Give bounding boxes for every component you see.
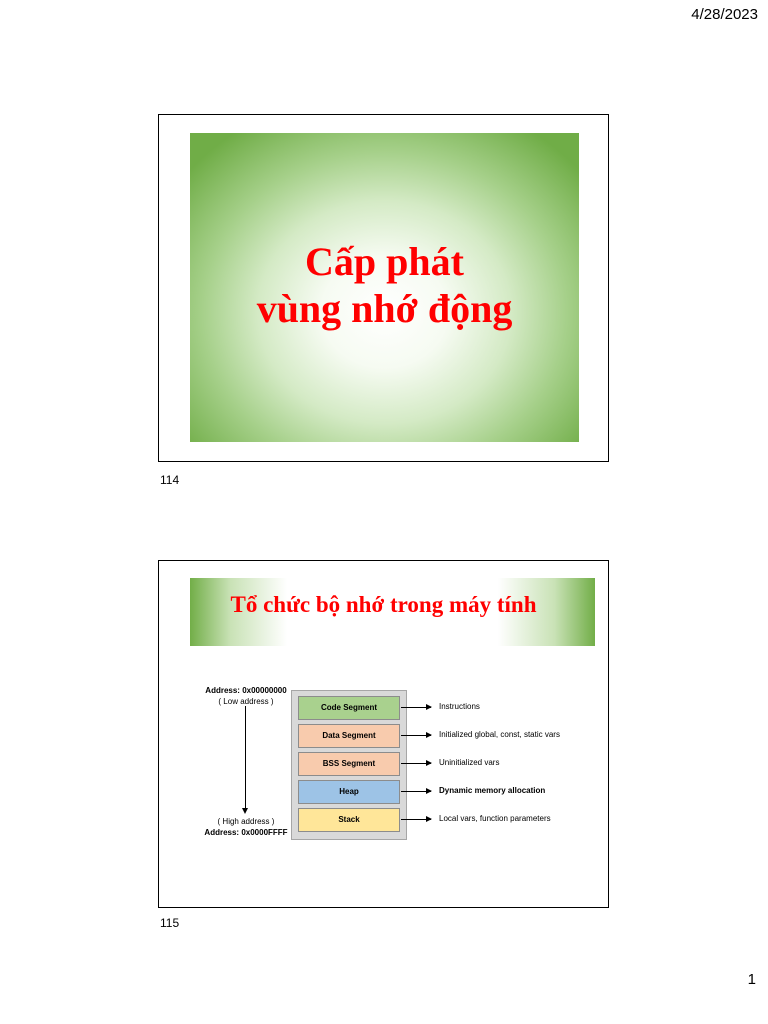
memory-block <box>291 690 407 840</box>
slide-number: 115 <box>160 916 180 930</box>
segment-description-code: Instructions <box>439 702 480 711</box>
low-address-label: Address: 0x00000000 <box>205 686 287 695</box>
segment-bss: BSS Segment <box>298 752 400 776</box>
slide-title-line-2: vùng nhớ động <box>256 286 513 331</box>
slide-title <box>190 238 579 332</box>
slide-title-line-1: Cấp phát <box>305 239 464 284</box>
print-date: 4/28/2023 <box>691 6 758 23</box>
address-direction-line <box>245 706 246 810</box>
segment-description-heap: Dynamic memory allocation <box>439 786 546 795</box>
arrow-right-icon <box>401 707 431 708</box>
arrow-right-icon <box>401 735 431 736</box>
title-slide-background <box>190 133 579 442</box>
segment-description-stack: Local vars, function parameters <box>439 814 551 823</box>
slide-number: 114 <box>160 473 180 487</box>
arrow-right-icon <box>401 763 431 764</box>
page-number: 1 <box>747 971 756 988</box>
low-address-block <box>196 685 296 707</box>
low-address-note: ( Low address ) <box>218 697 274 706</box>
segment-data: Data Segment <box>298 724 400 748</box>
slide-title: Tổ chức bộ nhớ trong máy tính <box>230 592 537 617</box>
high-address-block <box>196 816 296 838</box>
segment-description-data: Initialized global, const, static vars <box>439 730 560 739</box>
segment-description-bss: Uninitialized vars <box>439 758 500 767</box>
arrow-down-icon <box>242 808 248 814</box>
segment-code: Code Segment <box>298 696 400 720</box>
segment-stack: Stack <box>298 808 400 832</box>
arrow-right-icon <box>401 819 431 820</box>
slide-thumbnail-114 <box>158 114 609 462</box>
arrow-right-icon <box>401 791 431 792</box>
high-address-label: Address: 0x0000FFFF <box>204 828 288 837</box>
slide-thumbnail-115 <box>158 560 609 908</box>
high-address-note: ( High address ) <box>217 817 275 826</box>
segment-heap: Heap <box>298 780 400 804</box>
